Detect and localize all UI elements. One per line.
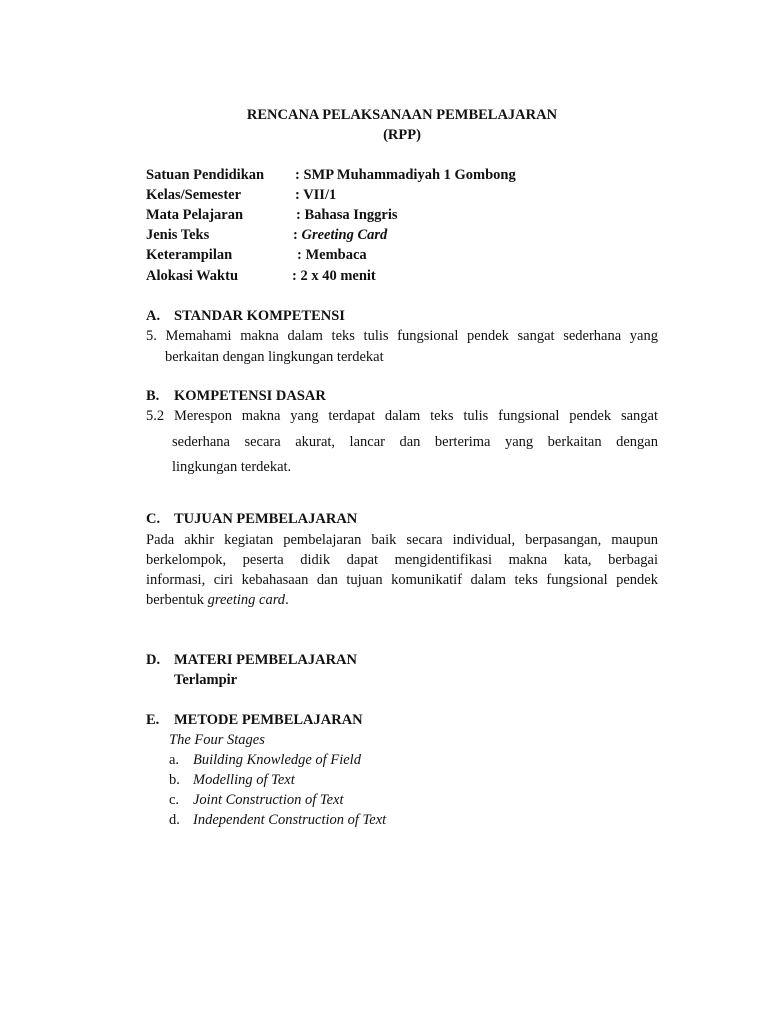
section-a-heading [146, 308, 345, 325]
identity-value: : VII/1 [295, 187, 337, 203]
section-b-line-1: 5.2 Merespon makna yang terdapat dalam teks tulis fungsional pendek sangat [146, 408, 658, 424]
identity-label: Mata Pelajaran [146, 207, 244, 223]
section-c-line-4 [146, 592, 289, 609]
section-b-line-3: lingkungan terdekat. [172, 459, 292, 475]
identity-value [293, 227, 387, 244]
list-item [169, 792, 344, 809]
section-c-line-4-italic: greeting card [207, 592, 286, 608]
section-d-content: Terlampir [174, 672, 238, 688]
section-letter: D. [146, 652, 161, 668]
section-b-line-2: sederhana secara akurat, lancar dan berterima yang berkaitan dengan [172, 434, 658, 450]
section-title: METODE PEMBELAJARAN [174, 712, 363, 728]
list-item [169, 752, 361, 769]
section-c-line-3: informasi, ciri kebahasaan dan tujuan komunikatif dalam teks fungsional pendek [146, 572, 658, 588]
section-title: TUJUAN PEMBELAJARAN [174, 511, 358, 527]
list-text: Independent Construction of Text [193, 812, 387, 828]
section-e-subtitle: The Four Stages [169, 732, 265, 748]
section-title: KOMPETENSI DASAR [174, 388, 326, 404]
section-a-line-2: berkaitan dengan lingkungan terdekat [165, 349, 384, 365]
list-text: Joint Construction of Text [193, 792, 344, 808]
list-marker: a. [169, 752, 180, 768]
section-title: MATERI PEMBELAJARAN [174, 652, 357, 668]
identity-value: : Membaca [297, 247, 367, 263]
list-marker: c. [169, 792, 180, 808]
section-c-line-4-suffix: . [285, 592, 289, 608]
list-item [169, 812, 386, 829]
document-title: RENCANA PELAKSANAAN PEMBELAJARAN [246, 107, 558, 123]
section-letter: B. [146, 388, 160, 404]
list-text: Modelling of Text [193, 772, 295, 788]
section-e-heading [146, 712, 363, 729]
identity-label: Satuan Pendidikan [146, 167, 265, 183]
section-a-line-1: 5. Memahami makna dalam teks tulis fungsional pendek sangat sederhana yang [146, 328, 658, 344]
identity-label: Alokasi Waktu [146, 268, 239, 284]
section-d-heading [146, 652, 357, 669]
list-marker: b. [169, 772, 180, 788]
identity-value: : Bahasa Inggris [296, 207, 398, 223]
identity-value: : 2 x 40 menit [292, 268, 376, 284]
document-subtitle: (RPP) [383, 127, 421, 143]
identity-label: Keterampilan [146, 247, 233, 263]
section-letter: C. [146, 511, 161, 527]
section-c-heading [146, 511, 357, 528]
identity-value: : SMP Muhammadiyah 1 Gombong [295, 167, 516, 183]
list-marker: d. [169, 812, 180, 828]
list-item [169, 772, 295, 789]
identity-label: Kelas/Semester [146, 187, 242, 203]
section-c-line-2: berkelompok, peserta didik dapat mengidentifikasi makna kata, berbagai [146, 552, 658, 568]
section-b-heading [146, 388, 326, 405]
section-c-line-4-prefix: berbentuk [146, 592, 208, 608]
identity-value-italic: Greeting Card [301, 227, 388, 243]
identity-value-prefix: : [293, 227, 302, 243]
list-text: Building Knowledge of Field [193, 752, 361, 768]
section-title: STANDAR KOMPETENSI [174, 308, 345, 324]
section-letter: A. [146, 308, 161, 324]
section-c-line-1: Pada akhir kegiatan pembelajaran baik secara individual, berpasangan, maupun [146, 532, 658, 548]
section-letter: E. [146, 712, 160, 728]
identity-label: Jenis Teks [146, 227, 210, 243]
